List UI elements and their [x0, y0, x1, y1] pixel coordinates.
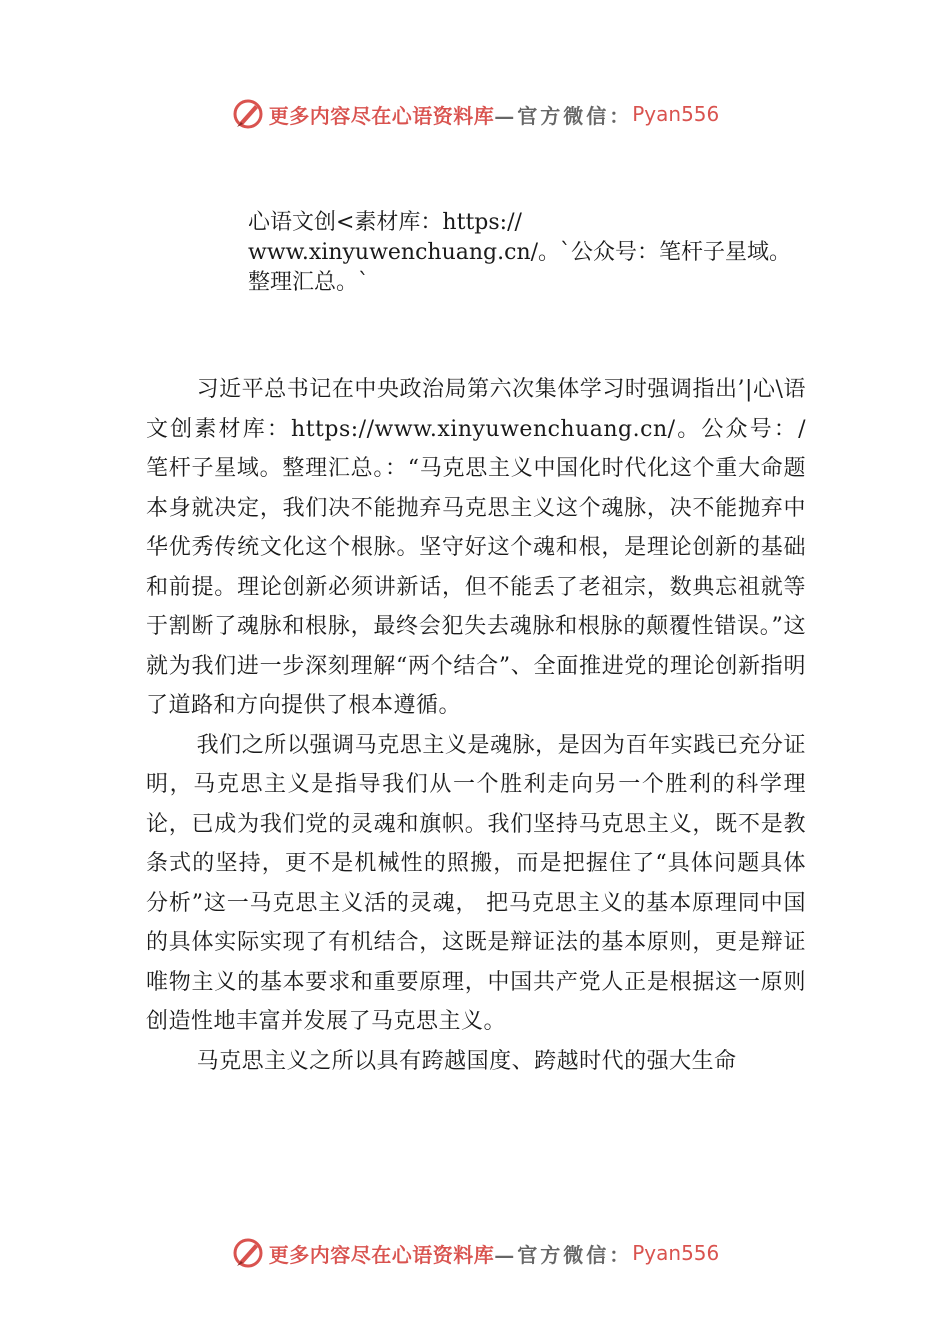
banner-title: 更多内容尽在心语资料库	[268, 103, 495, 128]
paragraph-3: 马克思主义之所以具有跨越国度、跨越时代的强大生命	[196, 1048, 737, 1074]
pen-logo-icon	[231, 97, 265, 131]
paragraph-2: 我们之所以强调马克思主义是魂脉，是因为百年实践已充分证明，马克思主义是指导我们从一个胜利走向另一个胜利的科学理论，已成为我们党的灵魂和旗帜。我们坚持马克思主义，既不是教条式的坚持，更不是机械性的照搬，而是把握住了“具体问题具体分析”这一马克思主义活的灵魂， 把马克思主义的基本原理同中国的具体实际实现了有机结合，这既是辩证法的基本原则，更是辩证唯物主义的基本要求和重要原理，中国共产党人正是根据这一原则创造性地丰富并发展了马克思主义。	[146, 732, 806, 1034]
pen-logo-icon	[231, 1236, 265, 1270]
footer-banner-wechat-label: —官方微信：	[494, 1242, 633, 1267]
header-banner	[0, 94, 950, 134]
banner-wechat-id: Pyan556	[632, 102, 720, 126]
footer-banner-title: 更多内容尽在心语资料库	[268, 1242, 495, 1267]
article-body	[146, 370, 806, 1081]
banner-wechat-label: —官方微信：	[494, 103, 633, 128]
source-note: 心语文创<素材库：https:// www.xinyuwenchuang.cn/。`公众号：笔杆子星域。 整理汇总。`	[248, 210, 792, 295]
footer-banner	[0, 1233, 950, 1273]
paragraph-1: 习近平总书记在中央政治局第六次集体学习时强调指出’|心\语文创素材库：https://www.xinyuwenchuang.cn/。公众号：/笔杆子星域。整理汇总。：“马克思主义中国化时代化这个重大命题本身就决定，我们决不能抛弃马克思主义这个魂脉，决不能抛弃中华优秀传统文化这个根脉。坚守好这个魂和根，是理论创新的基础和前提。理论创新必须讲新话，但不能丢了老祖宗，数典忘祖就等于割断了魂脉和根脉，最终会犯失去魂脉和根脉的颠覆性错误。”这就为我们进一步深刻理解“两个结合”、全面推进党的理论创新指明了道路和方向提供了根本遵循。	[146, 377, 806, 718]
footer-banner-wechat-id: Pyan556	[632, 1241, 720, 1265]
